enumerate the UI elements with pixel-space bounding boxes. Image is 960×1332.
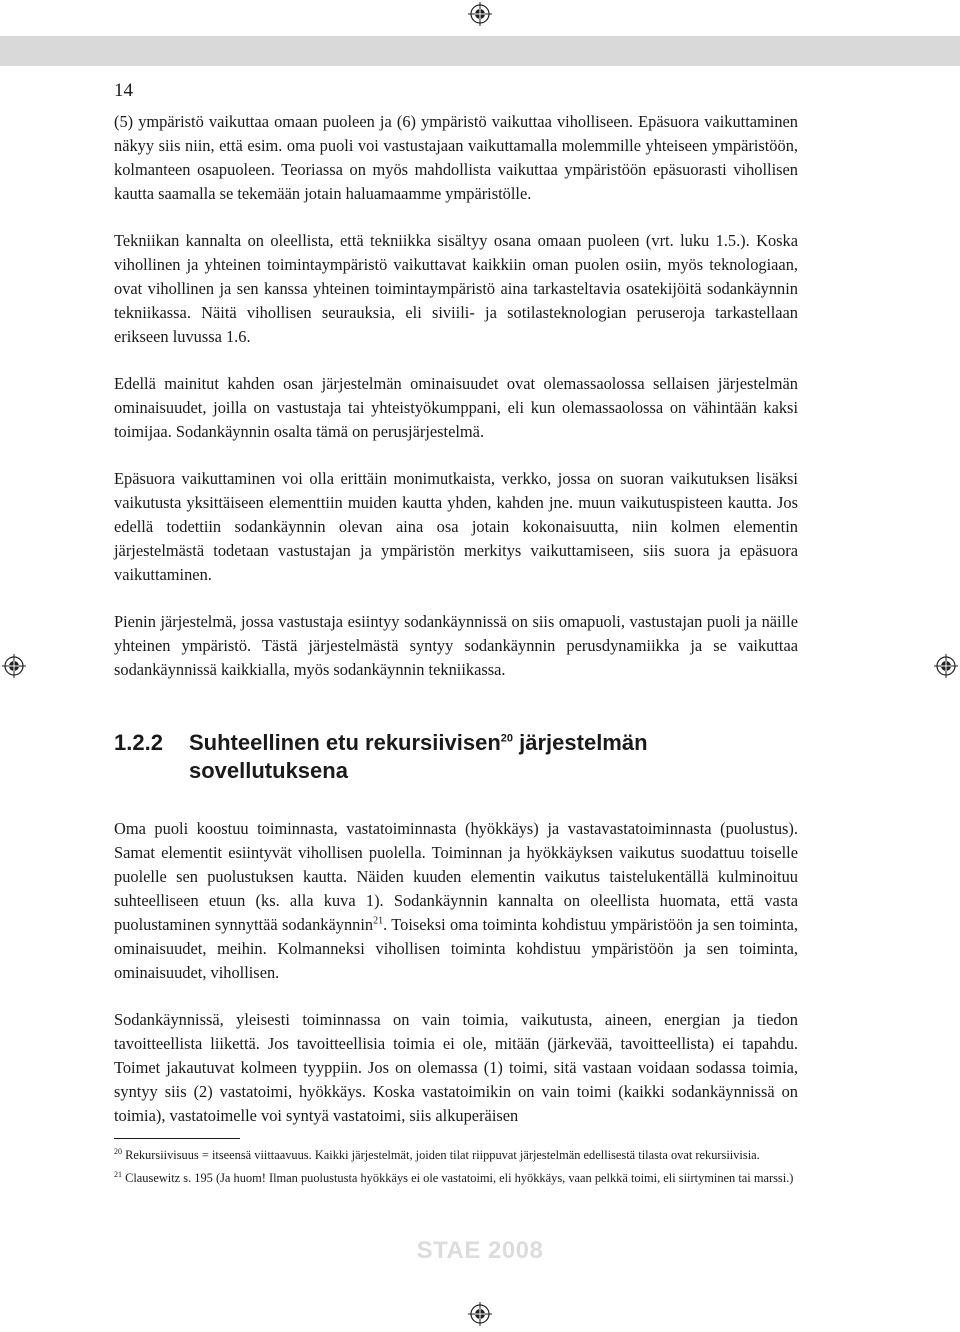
footnote-number: 20 [114,1146,122,1156]
section-title-part: järjestelmän sovellutuksena [189,730,648,783]
page-content [114,110,798,1193]
footnote-text: Rekursiivisuus = itseensä viittaavuus. Kaikki järjestelmät, joiden tilat riippuvat järjestelmän edellisestä tilasta ovat rekursiivisia. [122,1148,760,1162]
footnote-divider [114,1138,240,1139]
section-title-part: Suhteellinen etu rekursiivisen [189,730,501,755]
section-title [189,729,798,785]
paragraph: Epäsuora vaikuttaminen voi olla erittäin monimutkaista, verkko, jossa on suoran vaikutuksen lisäksi vaikutusta yksittäiseen elementtiin muiden kautta yhden, kahden jne. muun vaikutuspisteen kautta. Jos edellä todettiin sodankäynnin olevan aina osa jotain kokonaisuutta, niin kolmen elementin järjestelmästä todetaan vastustajan ja ympäristön merkitys vaikuttamiseen, siis suora ja epäsuora vaikuttaminen. [114,469,798,584]
page-number: 14 [114,80,133,101]
registration-mark-icon [934,654,958,678]
header-bar [0,36,960,66]
paragraph: Edellä mainitut kahden osan järjestelmän ominaisuudet ovat olemassaolossa sellaisen järjestelmän ominaisuudet, joilla on vastustaja tai yhteistyökumppani, eli kun olemassaolossa on vähintään kaksi toimijaa. Sodankäynnin osalta tämä on perusjärjestelmä. [114,374,798,441]
registration-mark-icon [468,1302,492,1326]
paragraph: Pienin järjestelmä, jossa vastustaja esiintyy sodankäynnissä on siis omapuoli, vastustajan puoli ja näille yhteinen ympäristö. Tästä järjestelmästä syntyy sodankäynnin perusdynamiikka ja se vaikuttaa sodankäynnissä kaikkialla, myös sodankäynnin tekniikassa. [114,612,798,679]
section-heading [114,729,798,785]
footnote-text: Clausewitz s. 195 (Ja huom! Ilman puolustusta hyökkäys ei ole vastatoimi, eli hyökkäys, vaan pelkkä toimi, eli siirtyminen tai marssi.) [122,1171,794,1185]
paragraph: Tekniikan kannalta on oleellista, että tekniikka sisältyy osana omaan puoleen (vrt. luku 1.5.). Koska vihollinen ja yhteinen toimintaympäristö vaikuttavat kaikkiin oman puolen osiin, myös teknologiaan, ovat vihollinen ja sen kanssa yhteinen toimintaympäristö aina tarkasteltavia osatekijöitä sodankäynnin tekniikassa. Näitä vihollisen seurauksia, eli siviili- ja sotilasteknologian peruseroja tarkastellaan erikseen luvussa 1.6. [114,231,798,346]
watermark: STAE 2008 [416,1237,544,1264]
registration-mark-icon [2,654,26,678]
footnote [114,1147,798,1164]
registration-mark-icon [468,2,492,26]
paragraph-text: . Toiseksi oma toiminta kohdistuu ympäristöön ja sen toiminta, ominaisuudet, meihin. Kolmanneksi vihollisen toiminta kohdistuu ympäristöön ja sen toiminta, ominaisuudet, vihollisen. [114,915,798,982]
paragraph: (5) ympäristö vaikuttaa omaan puoleen ja (6) ympäristö vaikuttaa viholliseen. Epäsuora vaikuttaminen näkyy siis niin, että esim. oma puoli voi vastustajaan vaikuttamalla molemmille yhteiseen ympäristöön, kolmanteen osapuoleen. Teoriassa on myös mahdollista vaikuttaa ympäristöön epäsuorasti vihollisen kautta saamalla se tekemään jotain haluamaamme ympäristölle. [114,112,798,203]
paragraph [114,817,798,985]
footnote [114,1170,798,1187]
paragraph: Sodankäynnissä, yleisesti toiminnassa on vain toimia, vaikutusta, aineen, energian ja tiedon tavoitteellista liikettä. Jos tavoitteellisia toimia ei ole, mitään (järkevää, tavoitteellista) ei tapahdu. Toimet jakautuvat kolmeen tyyppiin. Jos on olemassa (1) toimi, sitä vastaan voidaan sodassa toimia, syntyy siis (2) vastatoimi, hyökkäys. Koska vastatoimikin on vain toimi (kaikki sodankäynnissä on toimia), vastatoimelle voi syntyä vastatoimi, siis alkuperäisen [114,1010,798,1125]
section-number: 1.2.2 [114,730,163,755]
paragraph-text: Oma puoli koostuu toiminnasta, vastatoiminnasta (hyökkäys) ja vastavastatoiminnasta (puolustus). Samat elementit esiintyvät vihollisen puolella. Toiminnan ja hyökkäyksen vaikutus suodattuu toiselle puolelle sen puolustuksen kautta. Näiden kuuden elementin vaikutus taistelukentällä kulminoituu suhteelliseen etuun (ks. alla kuva 1). Sodankäynnin kannalta on oleellista huomata, että vasta puolustaminen synnyttää sodankäynnin [114,819,798,934]
footnote-ref: 21 [373,915,384,927]
footnote-number: 21 [114,1169,122,1179]
footnote-ref: 20 [500,732,514,745]
